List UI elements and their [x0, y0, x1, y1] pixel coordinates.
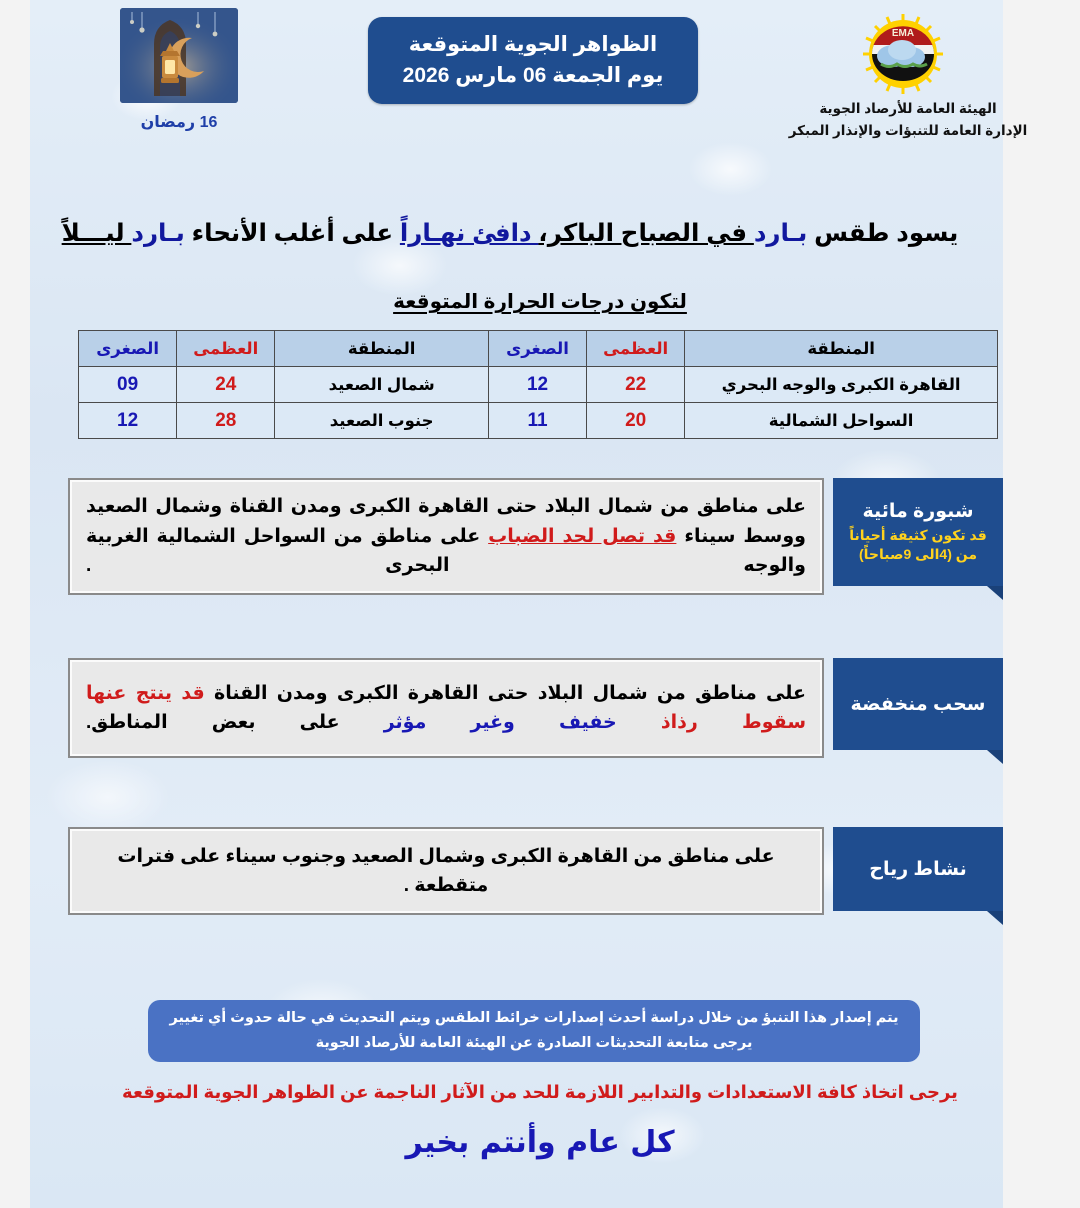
headline-part-6: بـارد — [131, 220, 185, 247]
cell-region-left: شمال الصعيد — [275, 367, 489, 403]
greeting-text: كل عام وأنتم بخير — [405, 1125, 675, 1160]
phenomenon-label-low-clouds — [833, 658, 1003, 750]
table-header-row — [79, 331, 998, 367]
headline-part-4: دافئ نهـاراً — [399, 220, 539, 247]
label-title: شبورة مائية — [862, 501, 974, 523]
notice-line-2: يرجى متابعة التحديثات الصادرة عن الهيئة العامة للأرصاد الجوية — [315, 1035, 753, 1051]
ema-logo — [843, 12, 963, 101]
phenomenon-text-wind — [68, 827, 824, 915]
cell-min-right: 11 — [488, 403, 586, 439]
clouds-text-b: قد ينتج عنها سقوط رذاذ — [86, 682, 806, 733]
cell-max-right: 20 — [587, 403, 685, 439]
phenomenon-text-low-clouds — [68, 658, 824, 758]
cell-min-left: 12 — [79, 403, 177, 439]
phenomenon-mist — [0, 478, 1080, 603]
cell-region-left: جنوب الصعيد — [275, 403, 489, 439]
cell-max-left: 28 — [177, 403, 275, 439]
header-region-right: المنطقة — [685, 331, 998, 367]
temperatures-heading: لتكون درجات الحرارة المتوقعة — [393, 291, 687, 313]
phenomenon-text-mist — [68, 478, 824, 595]
wind-text: على مناطق من القاهرة الكبرى وشمال الصعيد وجنوب سيناء على فترات متقطعة . — [117, 845, 775, 896]
phenomenon-wind — [0, 827, 1080, 927]
update-notice — [148, 1000, 920, 1062]
title-line-2: يوم الجمعة 06 مارس 2026 — [402, 63, 664, 87]
header-min-right: الصغرى — [488, 331, 586, 367]
headline-part-3: في الصباح الباكر، — [538, 220, 754, 247]
agency-line-1: الهيئة العامة للأرصاد الجوية — [819, 101, 997, 116]
title-line-1: الظواهر الجوية المتوقعة — [408, 33, 658, 57]
mist-text-b: قد تصل لحد الضباب — [488, 525, 677, 547]
label-title: سحب منخفضة — [850, 693, 986, 715]
phenomenon-label-mist — [833, 478, 1003, 586]
banner-tail-icon — [987, 911, 1003, 925]
mist-text-c: على مناطق من السواحل الشمالية الغربية والوجه البحرى . — [86, 525, 806, 577]
clouds-text-c: خفيف وغير مؤثر — [339, 712, 617, 733]
table-row — [79, 367, 998, 403]
cell-max-right: 22 — [587, 367, 685, 403]
temperature-table — [78, 330, 998, 439]
label-title: نشاط رياح — [869, 858, 967, 880]
page-title — [368, 17, 698, 104]
label-sub-1: قد تكون كثيفة أحياناً — [849, 527, 987, 544]
header-region-left: المنطقة — [275, 331, 489, 367]
clouds-text-a: على مناطق من شمال البلاد حتى القاهرة الكبرى ومدن القناة — [204, 682, 806, 704]
banner-tail-icon — [987, 586, 1003, 600]
headline-part-1: يسود طقس — [807, 220, 959, 247]
agency-line-2: الإدارة العامة للتنبؤات والإنذار المبكر — [788, 122, 1028, 138]
header-max-right: العظمى — [587, 331, 685, 367]
label-sub-2: من (4الى 9صباحاً) — [858, 546, 978, 562]
ramadan-date-label: 16 رمضان — [140, 114, 218, 131]
logo-text: EMA — [891, 28, 915, 39]
cell-min-left: 09 — [79, 367, 177, 403]
header-min-left: الصغرى — [79, 331, 177, 367]
cell-max-left: 24 — [177, 367, 275, 403]
clouds-text-d: على بعض المناطق. — [86, 712, 340, 733]
mist-text-a: على مناطق من شمال البلاد حتى القاهرة الكبرى ومدن القناة وشمال الصعيد ووسط سيناء — [86, 496, 806, 547]
headline-part-7: ليـــلاً — [61, 220, 132, 247]
notice-line-1: يتم إصدار هذا التنبؤ من خلال دراسة أحدث إصدارات خرائط الطقس ويتم التحديث في حالة حدوث أي تغيير — [169, 1010, 899, 1027]
headline-part-2: بـارد — [753, 220, 808, 247]
ramadan-lantern-image — [120, 8, 238, 103]
headline-part-5: على أغلب الأنحاء — [184, 220, 400, 247]
agency-name — [768, 98, 1048, 141]
header-max-left: العظمى — [177, 331, 275, 367]
banner-tail-icon — [987, 750, 1003, 764]
table-row — [79, 403, 998, 439]
phenomenon-label-wind — [833, 827, 1003, 911]
cell-region-right: القاهرة الكبرى والوجه البحري — [685, 367, 998, 403]
cell-min-right: 12 — [488, 367, 586, 403]
preparedness-warning: يرجى اتخاذ كافة الاستعدادات والتدابير اللازمة للحد من الآثار الناجمة عن الظواهر الجوية المتوقعة — [122, 1082, 958, 1102]
cell-region-right: السواحل الشمالية — [685, 403, 998, 439]
phenomenon-low-clouds — [0, 658, 1080, 768]
weather-headline — [60, 218, 960, 248]
